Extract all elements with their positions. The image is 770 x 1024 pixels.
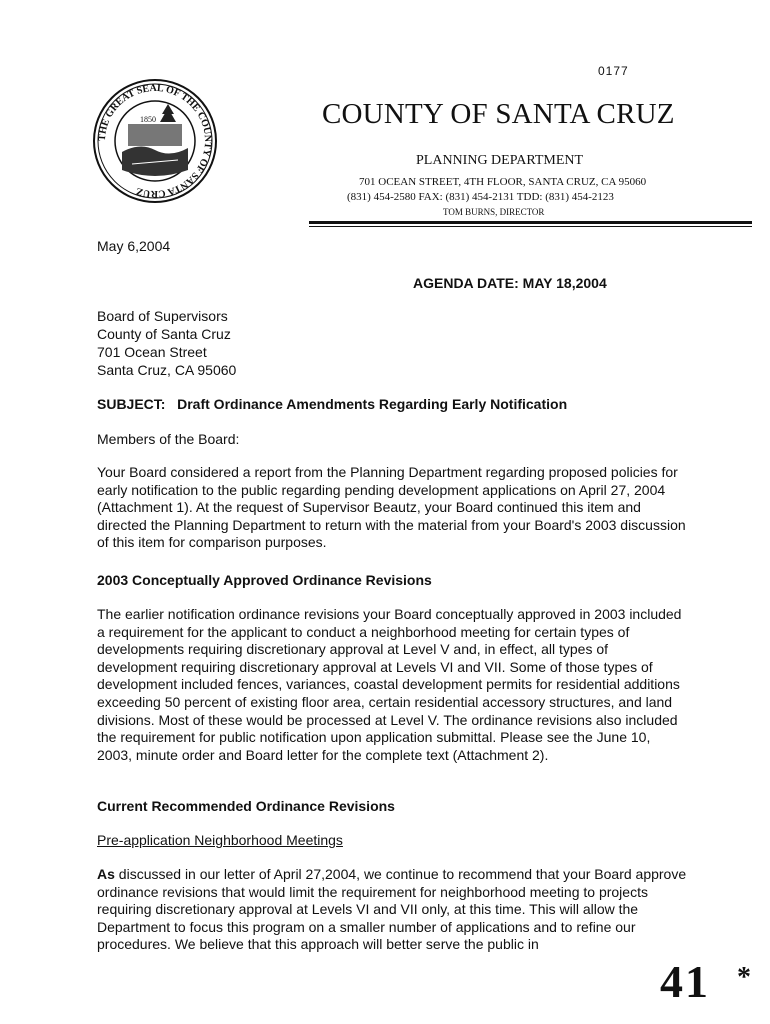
header-rule (309, 221, 752, 224)
header-rule-thin (309, 226, 752, 227)
paragraph-text: discussed in our letter of April 27,2004, we continue to recommend that your Board approve ordinance revisions that would limit the requirement for neighborhood meeting to projects requiring discretionary approval at Levels VI and VII only, at this time. This will allow the Department to focus this program on a smaller number of applications and to refine our procedures. We believe that this approach will better serve the public in (97, 866, 687, 953)
page-number: 41 (660, 956, 710, 1007)
subsection-heading: Pre-application Neighborhood Meetings (97, 832, 343, 848)
agenda-date: AGENDA DATE: MAY 18,2004 (413, 275, 607, 291)
seal-text: THE GREAT SEAL OF THE COUNTY OF SANTA CRUZ (96, 82, 214, 200)
document-number: 0177 (598, 64, 629, 78)
seal-year: 1850 (140, 115, 156, 124)
paragraph-lead: As (97, 866, 115, 882)
recipient-line: Santa Cruz, CA 95060 (97, 362, 237, 378)
department-address: 701 OCEAN STREET, 4TH FLOOR, SANTA CRUZ, CA 95060 (359, 176, 647, 188)
recipient-line: 701 Ocean Street (97, 344, 207, 360)
county-title: COUNTY OF SANTA CRUZ (322, 98, 675, 130)
page-mark: * (737, 962, 751, 993)
body-paragraph: Your Board considered a report from the Planning Department regarding proposed policies for early notification to the public regarding pending development applications on April 27, 2004 (Attachment 1). At the request of Supervisor Beautz, your Board continued this item and directed the Planning Department to return with the material from your Board's 2003 discussion of this item for comparison purposes. (97, 464, 686, 551)
section-heading: 2003 Conceptually Approved Ordinance Revisions (97, 572, 432, 588)
recipient-line: County of Santa Cruz (97, 326, 231, 342)
recipient-address (97, 307, 236, 379)
department-phones: (831) 454-2580 FAX: (831) 454-2131 TDD: (831) 454-2123 (347, 191, 614, 203)
subject-line: SUBJECT: Draft Ordinance Amendments Regarding Early Notification (97, 396, 568, 412)
county-seal-icon (92, 78, 218, 204)
recipient-line: Board of Supervisors (97, 308, 228, 324)
section-heading: Current Recommended Ordinance Revisions (97, 798, 395, 814)
letter-date: May 6,2004 (97, 238, 171, 254)
body-paragraph (97, 866, 687, 954)
salutation: Members of the Board: (97, 431, 240, 447)
body-paragraph: The earlier notification ordinance revisions your Board conceptually approved in 2003 included a requirement for the applicant to conduct a neighborhood meeting for certain types of developments requiring discretionary approval at Level V and, in effect, all types of development requiring discretionary approval at Levels VI and VII. Some of those types of development included fences, variances, coastal development permits for residential additions exceeding 50 percent of existing floor area, certain residential accessory structures, and land divisions. Most of these would be processed at Level V. The ordinance revisions also included the requirement for public notification upon application submittal. Please see the June 10, 2003, minute order and Board letter for the complete text (Attachment 2). (97, 606, 682, 763)
department-name: PLANNING DEPARTMENT (416, 153, 584, 168)
department-director: TOM BURNS, DIRECTOR (443, 207, 545, 217)
